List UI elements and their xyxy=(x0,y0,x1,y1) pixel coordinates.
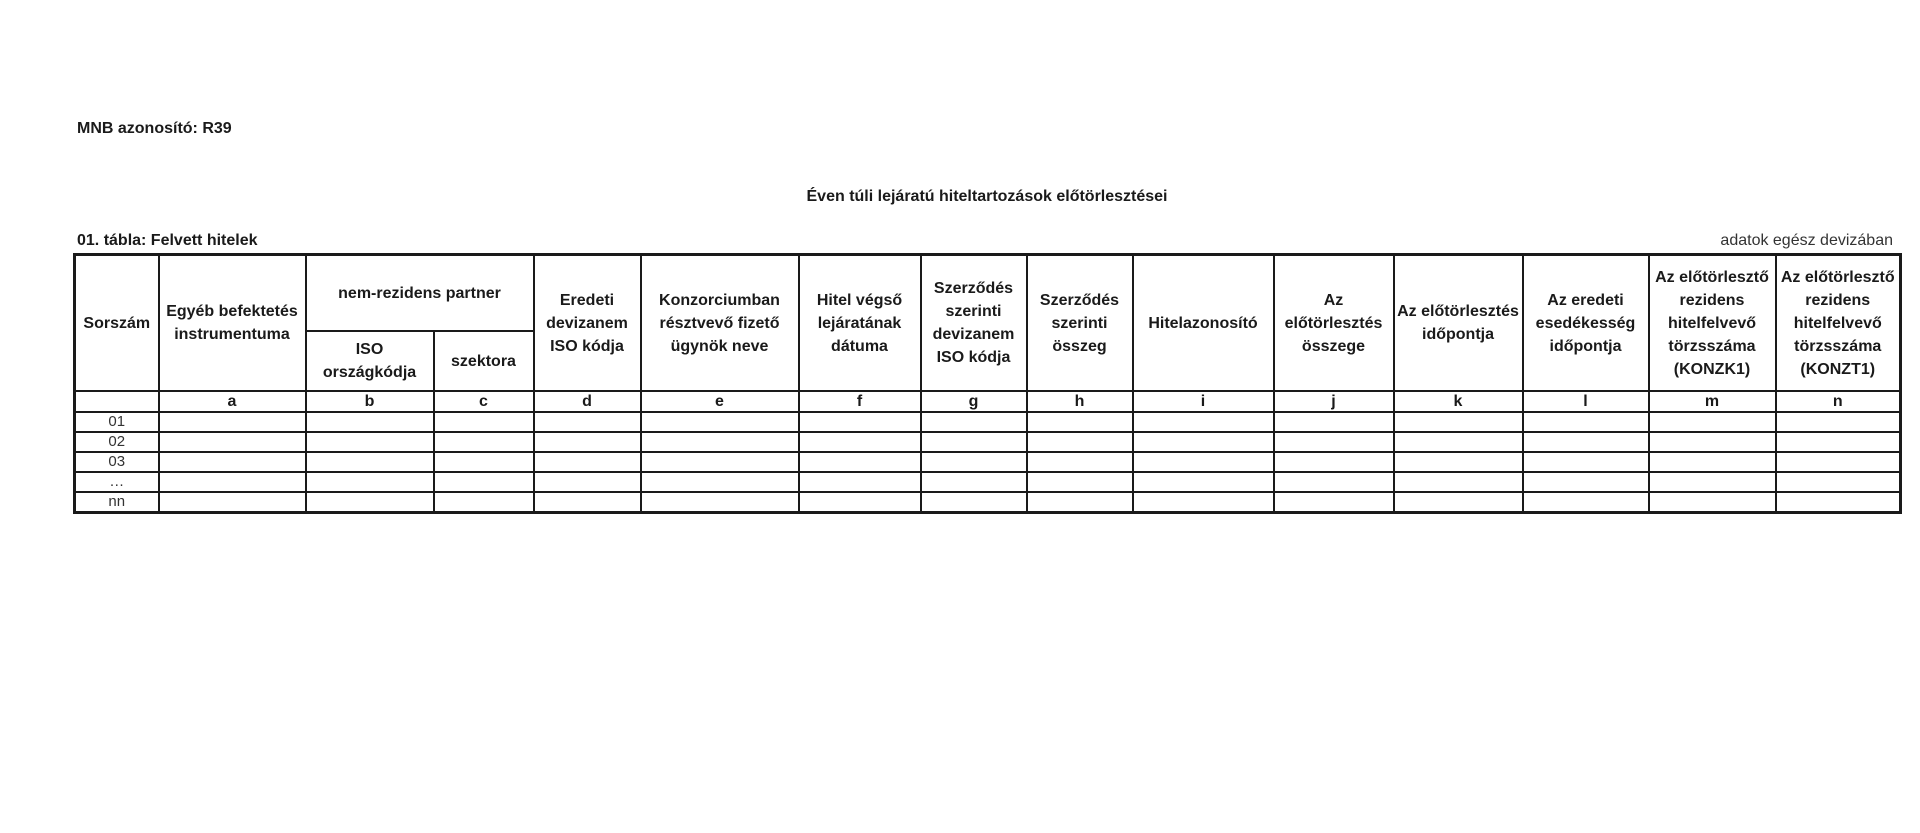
data-cell[interactable] xyxy=(641,412,799,432)
data-cell[interactable] xyxy=(921,432,1027,452)
data-cell[interactable] xyxy=(799,412,921,432)
data-cell[interactable] xyxy=(434,432,534,452)
data-cell[interactable] xyxy=(434,452,534,472)
data-cell[interactable] xyxy=(799,492,921,513)
data-cell[interactable] xyxy=(1649,452,1776,472)
data-cell[interactable] xyxy=(159,432,306,452)
data-cell[interactable] xyxy=(1523,432,1649,452)
table-row xyxy=(75,432,1901,452)
data-cell[interactable] xyxy=(159,412,306,432)
unit-note: adatok egész devizában xyxy=(1720,232,1893,249)
letter-cell: f xyxy=(799,391,921,412)
row-number: nn xyxy=(75,492,159,513)
data-cell[interactable] xyxy=(534,432,641,452)
letter-cell: h xyxy=(1027,391,1133,412)
header-loan-id: Hitelazonosító xyxy=(1133,255,1274,392)
data-cell[interactable] xyxy=(434,472,534,492)
data-cell[interactable] xyxy=(1776,492,1901,513)
letter-cell: j xyxy=(1274,391,1394,412)
data-cell[interactable] xyxy=(159,492,306,513)
data-cell[interactable] xyxy=(1027,472,1133,492)
data-cell[interactable] xyxy=(1133,452,1274,472)
data-cell[interactable] xyxy=(799,452,921,472)
loan-prepayment-table xyxy=(73,253,1902,514)
data-cell[interactable] xyxy=(1394,492,1523,513)
data-cell[interactable] xyxy=(1274,472,1394,492)
letter-cell: n xyxy=(1776,391,1901,412)
column-letter-row xyxy=(75,391,1901,412)
row-number: … xyxy=(75,472,159,492)
data-cell[interactable] xyxy=(1776,432,1901,452)
header-prepay-date: Az előtörlesztés időpontja xyxy=(1394,255,1523,392)
header-partner-iso: ISO országkódja xyxy=(306,331,434,391)
data-cell[interactable] xyxy=(641,432,799,452)
header-partner-sector: szektora xyxy=(434,331,534,391)
data-cell[interactable] xyxy=(534,472,641,492)
header-instrument: Egyéb befektetés instrumentuma xyxy=(159,255,306,392)
table-row xyxy=(75,452,1901,472)
data-cell[interactable] xyxy=(1133,492,1274,513)
data-cell[interactable] xyxy=(434,412,534,432)
data-cell[interactable] xyxy=(1274,452,1394,472)
data-cell[interactable] xyxy=(1776,452,1901,472)
data-cell[interactable] xyxy=(159,472,306,492)
data-cell[interactable] xyxy=(1523,472,1649,492)
header-orig-currency: Eredeti devizanem ISO kódja xyxy=(534,255,641,392)
data-cell[interactable] xyxy=(159,452,306,472)
data-cell[interactable] xyxy=(306,452,434,472)
data-cell[interactable] xyxy=(534,492,641,513)
data-cell[interactable] xyxy=(1394,412,1523,432)
header-orig-due-date: Az eredeti esedékesség időpontja xyxy=(1523,255,1649,392)
table-row xyxy=(75,472,1901,492)
data-cell[interactable] xyxy=(1027,492,1133,513)
letter-cell-empty xyxy=(75,391,159,412)
data-cell[interactable] xyxy=(1649,412,1776,432)
data-cell[interactable] xyxy=(1776,412,1901,432)
data-cell[interactable] xyxy=(1649,432,1776,452)
data-cell[interactable] xyxy=(1027,452,1133,472)
row-number: 01 xyxy=(75,412,159,432)
data-cell[interactable] xyxy=(1133,472,1274,492)
data-cell[interactable] xyxy=(1649,472,1776,492)
data-cell[interactable] xyxy=(306,412,434,432)
data-cell[interactable] xyxy=(921,472,1027,492)
data-cell[interactable] xyxy=(1523,452,1649,472)
table-row xyxy=(75,412,1901,432)
letter-cell: a xyxy=(159,391,306,412)
data-cell[interactable] xyxy=(306,472,434,492)
letter-cell: c xyxy=(434,391,534,412)
data-cell[interactable] xyxy=(306,492,434,513)
row-number: 02 xyxy=(75,432,159,452)
header-partner-group: nem-rezidens partner xyxy=(306,255,534,332)
data-cell[interactable] xyxy=(1133,432,1274,452)
data-cell[interactable] xyxy=(641,452,799,472)
data-cell[interactable] xyxy=(799,432,921,452)
data-cell[interactable] xyxy=(1394,452,1523,472)
data-cell[interactable] xyxy=(641,492,799,513)
header-borrower-konzt1: Az előtörlesztő rezidens hitelfelvevő törzsszáma (KONZT1) xyxy=(1776,255,1901,392)
data-cell[interactable] xyxy=(1776,472,1901,492)
data-cell[interactable] xyxy=(1274,492,1394,513)
data-cell[interactable] xyxy=(434,492,534,513)
header-syndicate-agent: Konzorciumban résztvevő fizető ügynök neve xyxy=(641,255,799,392)
letter-cell: g xyxy=(921,391,1027,412)
letter-cell: m xyxy=(1649,391,1776,412)
data-cell[interactable] xyxy=(1274,412,1394,432)
header-prepay-amount: Az előtörlesztés összege xyxy=(1274,255,1394,392)
mnb-identifier: MNB azonosító: R39 xyxy=(77,120,232,137)
data-cell[interactable] xyxy=(1133,412,1274,432)
letter-cell: d xyxy=(534,391,641,412)
table-label: 01. tábla: Felvett hitelek xyxy=(77,232,258,249)
data-cell[interactable] xyxy=(1394,472,1523,492)
letter-cell: i xyxy=(1133,391,1274,412)
data-cell[interactable] xyxy=(534,452,641,472)
header-borrower-konzk1: Az előtörlesztő rezidens hitelfelvevő törzsszáma (KONZK1) xyxy=(1649,255,1776,392)
data-cell[interactable] xyxy=(1394,432,1523,452)
data-cell[interactable] xyxy=(921,492,1027,513)
data-cell[interactable] xyxy=(921,452,1027,472)
letter-cell: e xyxy=(641,391,799,412)
header-final-maturity: Hitel végső lejáratának dátuma xyxy=(799,255,921,392)
document-title: Éven túli lejáratú hiteltartozások előtörlesztései xyxy=(806,188,1168,205)
data-cell[interactable] xyxy=(306,432,434,452)
letter-cell: l xyxy=(1523,391,1649,412)
data-cell[interactable] xyxy=(921,412,1027,432)
header-contract-currency: Szerződés szerinti devizanem ISO kódja xyxy=(921,255,1027,392)
letter-cell: k xyxy=(1394,391,1523,412)
header-sorszam: Sorszám xyxy=(75,255,159,392)
data-cell[interactable] xyxy=(1027,412,1133,432)
letter-cell: b xyxy=(306,391,434,412)
data-cell[interactable] xyxy=(1523,412,1649,432)
data-cell[interactable] xyxy=(1027,432,1133,452)
data-cell[interactable] xyxy=(799,472,921,492)
data-cell[interactable] xyxy=(1649,492,1776,513)
data-cell[interactable] xyxy=(641,472,799,492)
data-cell[interactable] xyxy=(1523,492,1649,513)
data-cell[interactable] xyxy=(534,412,641,432)
header-contract-amount: Szerződés szerinti összeg xyxy=(1027,255,1133,392)
row-number: 03 xyxy=(75,452,159,472)
data-cell[interactable] xyxy=(1274,432,1394,452)
table-row xyxy=(75,492,1901,513)
